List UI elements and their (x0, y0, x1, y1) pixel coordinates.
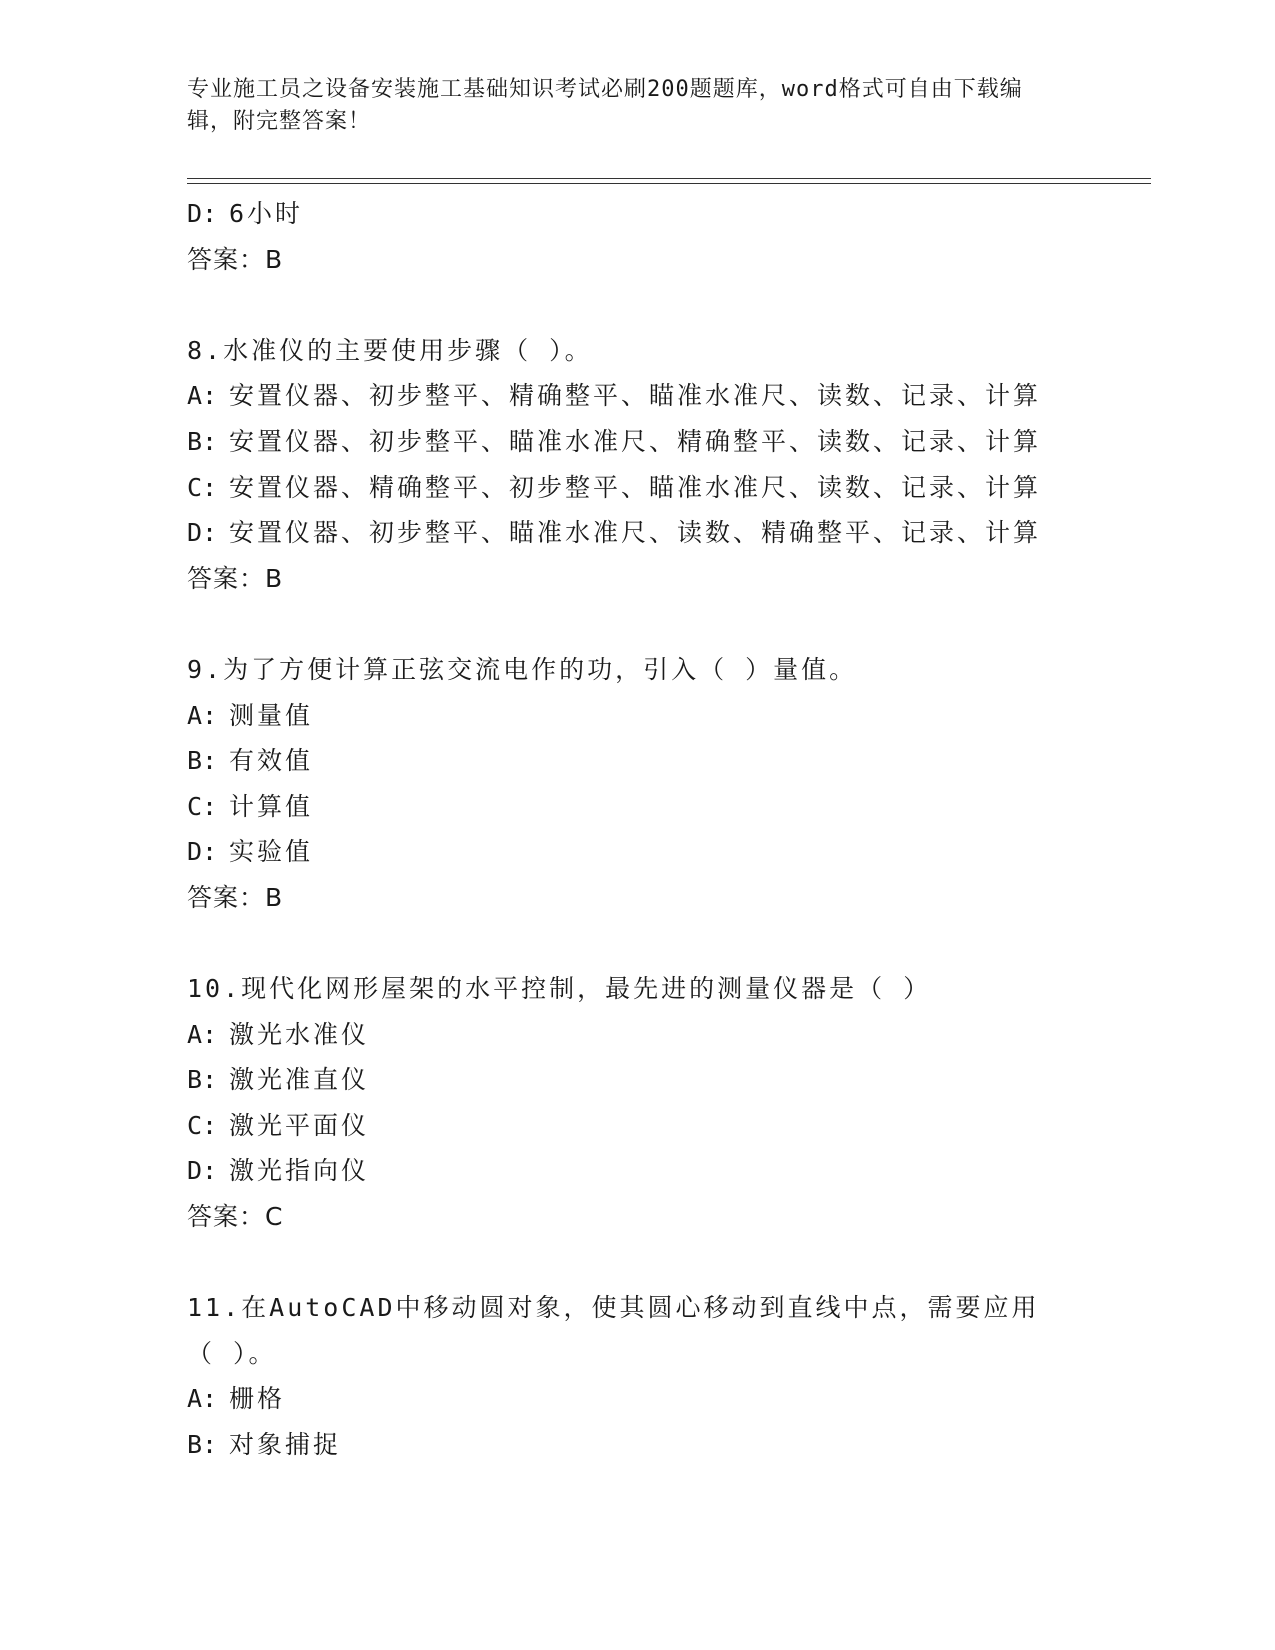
option-text: 6小时 (229, 199, 304, 228)
option-text: 激光指向仪 (229, 1156, 370, 1186)
spacer (187, 1240, 1087, 1286)
option-a (187, 693, 1087, 739)
option-text: 激光准直仪 (229, 1065, 370, 1095)
option-b (187, 1057, 1087, 1103)
question-stem: 9.为了方便计算正弦交流电作的功，引入（ ）量值。 (187, 654, 858, 684)
answer-line: 答案：C (187, 1202, 284, 1232)
option-a (187, 373, 1087, 419)
question-stem: 11.在AutoCAD中移动圆对象，使其圆心移动到直线中点，需要应用（ ）。 (187, 1293, 1040, 1368)
spacer (187, 921, 1087, 967)
option-label: A: (187, 381, 218, 411)
option-text: 安置仪器、精确整平、初步整平、瞄准水准尺、读数、记录、计算 (229, 472, 1042, 502)
question-stem: 10.现代化网形屋架的水平控制，最先进的测量仪器是（ ） (187, 974, 932, 1004)
document-header (187, 74, 1067, 138)
option-b (187, 1422, 1087, 1468)
option-text: 对象捕捉 (229, 1430, 342, 1460)
option-text: 激光水准仪 (229, 1019, 370, 1049)
option-label: B: (187, 426, 218, 456)
question-stem: 8.水准仪的主要使用步骤（ ）。 (187, 335, 593, 365)
option-text: 安置仪器、初步整平、精确整平、瞄准水准尺、读数、记录、计算 (229, 381, 1042, 411)
option-d (187, 1148, 1087, 1194)
option-text: 栅格 (229, 1384, 286, 1414)
option-text: 计算值 (229, 791, 314, 821)
header-title: 专业施工员之设备安装施工基础知识考试必刷200题题库，word格式可自由下载编辑，附完整答案！ (187, 77, 1023, 134)
option-label: B: (187, 746, 218, 776)
header-divider-bottom (187, 183, 1151, 184)
option-label: C: (187, 472, 218, 502)
option-a (187, 1012, 1087, 1058)
answer-line: 答案：B (187, 244, 284, 274)
option-text: 测量值 (229, 700, 314, 730)
option-label: C: (187, 791, 218, 821)
option-d (187, 191, 1087, 237)
spacer (187, 601, 1087, 647)
option-label: C: (187, 1110, 218, 1140)
option-label: D: (187, 837, 218, 867)
document-body (187, 191, 1087, 1468)
option-text: 有效值 (229, 746, 314, 776)
option-label: D: (187, 199, 218, 228)
option-label: B: (187, 1430, 218, 1460)
option-label: A: (187, 700, 218, 730)
option-label: A: (187, 1384, 218, 1414)
option-c (187, 1103, 1087, 1149)
option-b (187, 738, 1087, 784)
answer-line: 答案：B (187, 882, 284, 912)
option-label: A: (187, 1019, 218, 1049)
header-divider-top (187, 178, 1151, 179)
option-c (187, 465, 1087, 511)
answer-line: 答案：B (187, 563, 284, 593)
option-label: D: (187, 518, 218, 548)
option-d (187, 510, 1087, 556)
option-text: 实验值 (229, 837, 314, 867)
option-text: 安置仪器、初步整平、瞄准水准尺、精确整平、读数、记录、计算 (229, 426, 1042, 456)
option-b (187, 419, 1087, 465)
option-label: B: (187, 1065, 218, 1095)
option-label: D: (187, 1156, 218, 1186)
option-d (187, 829, 1087, 875)
option-c (187, 784, 1087, 830)
option-a (187, 1376, 1087, 1422)
spacer (187, 282, 1087, 328)
option-text: 安置仪器、初步整平、瞄准水准尺、读数、精确整平、记录、计算 (229, 518, 1042, 548)
option-text: 激光平面仪 (229, 1110, 370, 1140)
